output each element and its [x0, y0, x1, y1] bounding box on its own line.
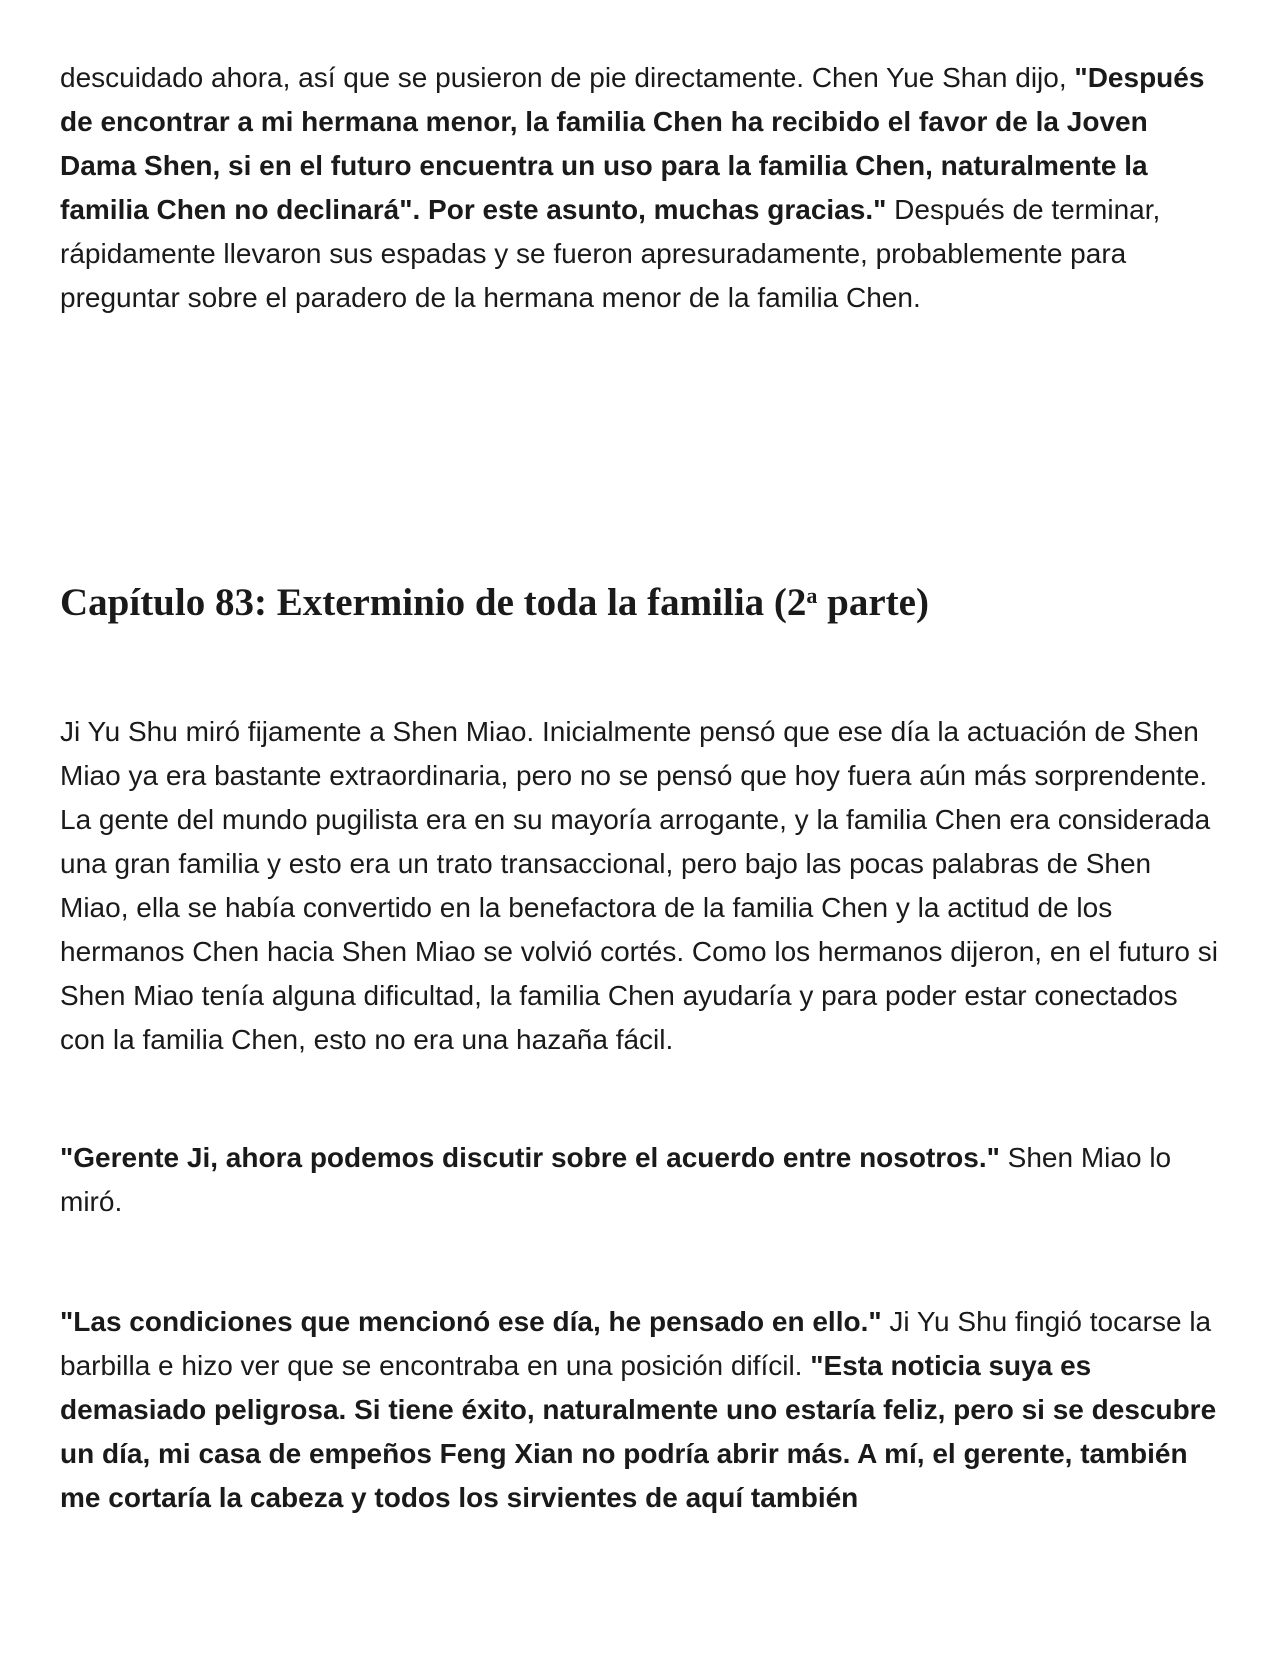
- paragraph-4-quote-1: "Las condiciones que mencionó ese día, he pensado en ello.": [60, 1306, 882, 1337]
- chapter-title: [60, 578, 1220, 628]
- chapter-title-main: Capítulo 83: Exterminio de toda la familia (2: [60, 581, 807, 624]
- paragraph-3-text: Shen Miao lo miró.: [60, 1142, 1172, 1217]
- paragraph-2-text: Ji Yu Shu miró fijamente a Shen Miao. Inicialmente pensó que ese día la actuación de Shen Miao ya era bastante extraordinaria, pero no se pensó que hoy fuera aún más sorprendente. La gente del mundo pugilista era en su mayoría arrogante, y la familia Chen era considerada una gran familia y esto era un trato transaccional, pero bajo las pocas palabras de Shen Miao, ella se había convertido en la benefactora de la familia Chen y la actitud de los hermanos Chen hacia Shen Miao se volvió cortés. Como los hermanos dijeron, en el futuro si Shen Miao tenía alguna dificultad, la familia Chen ayudaría y para poder estar conectados con la familia Chen, esto no era una hazaña fácil.: [60, 716, 1218, 1055]
- chapter-title-end: parte): [817, 581, 929, 624]
- paragraph-3-quote: "Gerente Ji, ahora podemos discutir sobre el acuerdo entre nosotros.": [60, 1142, 1000, 1173]
- paragraph-4: [60, 1300, 1220, 1520]
- paragraph-1-text-2: Después de terminar, rápidamente llevaron sus espadas y se fueron apresuradamente, probablemente para preguntar sobre el paradero de la hermana menor de la familia Chen.: [60, 194, 1161, 313]
- paragraph-1-quote: "Después de encontrar a mi hermana menor, la familia Chen ha recibido el favor de la Joven Dama Shen, si en el futuro encuentra un uso para la familia Chen, naturalmente la familia Chen no declinará". Por este asunto, muchas gracias.": [60, 62, 1205, 225]
- paragraph-1-text-1: descuidado ahora, así que se pusieron de pie directamente. Chen Yue Shan dijo,: [60, 62, 1075, 93]
- chapter-title-ordinal: a: [806, 583, 818, 608]
- paragraph-1: [60, 56, 1220, 320]
- paragraph-2: [60, 710, 1220, 1062]
- paragraph-3: [60, 1136, 1220, 1224]
- paragraph-4-quote-2: "Esta noticia suya es demasiado peligrosa. Si tiene éxito, naturalmente uno estaría feliz, pero si se descubre un día, mi casa de empeños Feng Xian no podría abrir más. A mí, el gerente, también me cortaría la cabeza y todos los sirvientes de aquí también: [60, 1350, 1217, 1513]
- paragraph-4-text-1: Ji Yu Shu fingió tocarse la barbilla e hizo ver que se encontraba en una posición difícil.: [60, 1306, 1212, 1381]
